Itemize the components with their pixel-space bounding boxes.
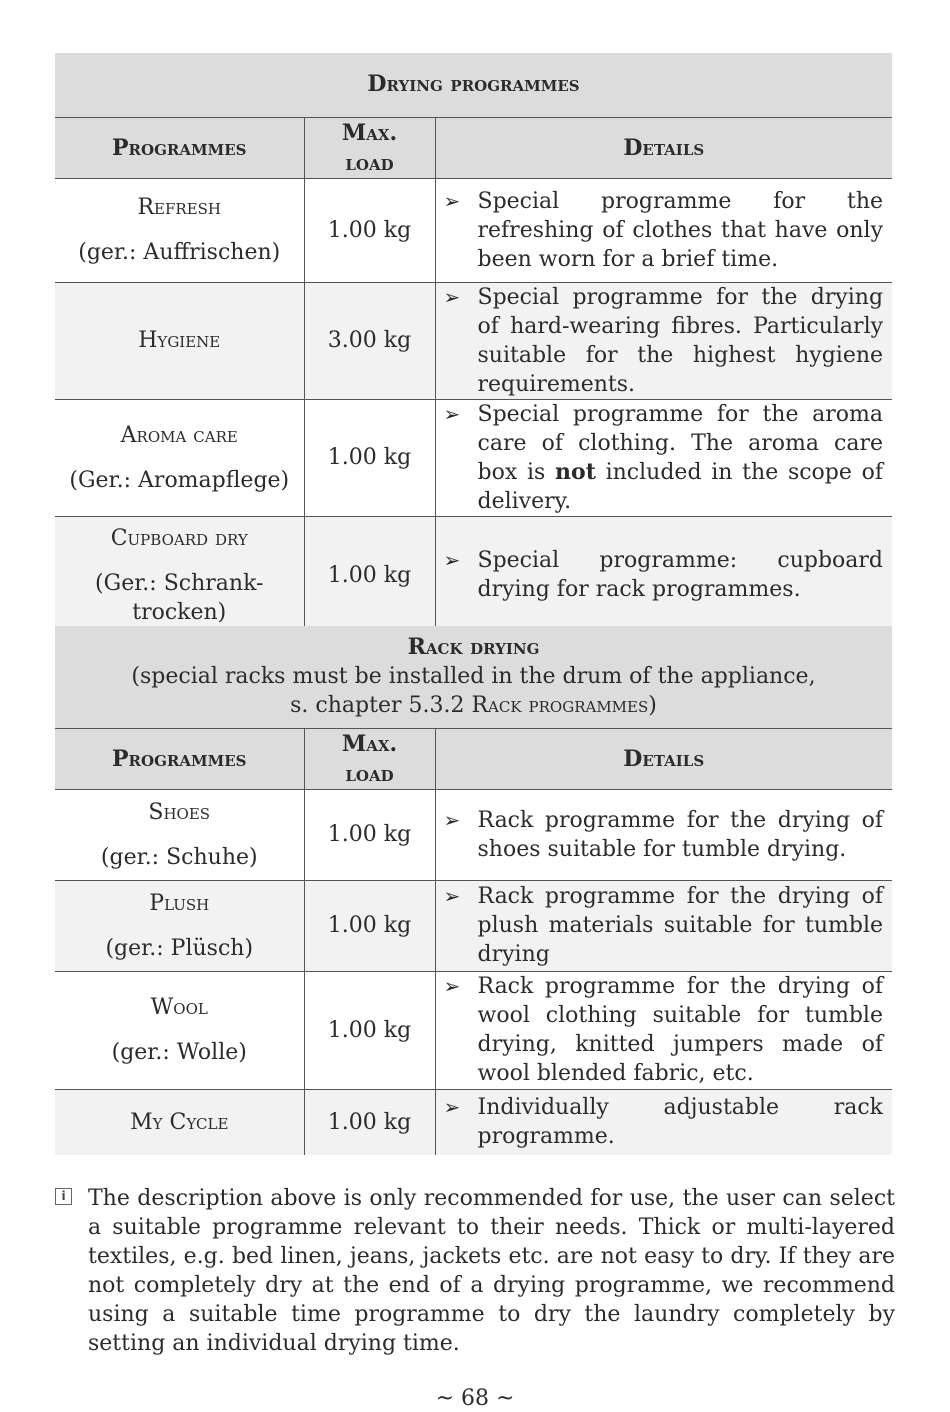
programme-german-name: (ger.: Plüsch): [105, 935, 254, 961]
programme-cell: [55, 178, 304, 282]
programme-cell: [55, 1089, 304, 1155]
arrow-bullet-icon: ➢: [443, 548, 461, 573]
programme-name: Refresh: [137, 195, 222, 220]
programme-name: Hygiene: [138, 328, 221, 353]
column-header-programmes: Programmes: [55, 117, 304, 178]
details-cell: ➢ Special programme for the aroma care of clothing. The aroma care box is not included in the scope of delivery.: [435, 399, 892, 516]
column-header-programmes: Programmes: [55, 728, 304, 789]
table-title: Drying programmes: [55, 53, 892, 117]
max-load-cell: 1.00 kg: [304, 399, 435, 516]
arrow-bullet-icon: ➢: [443, 884, 461, 908]
page-number: ~ 68 ~: [435, 1386, 515, 1411]
details-cell: ➢ Special programme for the drying of hard-wearing fibres. Particularly suitable for the highest hygiene requirements.: [435, 282, 892, 399]
programme-name: Cupboard dry: [110, 525, 248, 551]
table-subtitle: s. chapter 5.3.2 Rack programmes): [290, 693, 657, 719]
arrow-bullet-icon: ➢: [443, 284, 461, 309]
max-load-cell: 1.00 kg: [304, 516, 435, 634]
column-header-details: Details: [435, 117, 892, 178]
programme-cell: [55, 282, 304, 399]
programme-cell: [55, 399, 304, 516]
info-note: [55, 1184, 895, 1358]
table-row: [55, 178, 892, 282]
details-cell: ➢ Rack programme for the drying of plush materials suitable for tumble drying: [435, 880, 892, 971]
details-cell: ➢ Individually adjustable rack programme.: [435, 1089, 892, 1155]
arrow-bullet-icon: ➢: [443, 188, 461, 213]
programme-german-name: (ger.: Schuhe): [100, 844, 258, 870]
max-load-cell: 1.00 kg: [304, 880, 435, 971]
table-row: [55, 1089, 892, 1155]
details-cell: ➢ Special programme: cupboard drying for rack programmes.: [435, 516, 892, 634]
programme-german-name: (ger.: Auffrischen): [78, 240, 281, 265]
info-note-text: The description above is only recommended for use, the user can select a suitable programme relevant to their needs. Thick or multi-layered textiles, e.g. bed linen, jeans, jackets etc. are not easy to dry. If they are not completely dry at the end of a drying programme, we recommend using a suitable time programme to dry the laundry completely by setting an individual drying time.: [88, 1186, 895, 1356]
table-row: [55, 789, 892, 880]
table-title: Rack drying (special racks must be installed in the drum of the appliance, s. chapter 5.3.2 Rack programmes): [55, 626, 892, 728]
max-load-cell: 1.00 kg: [304, 1089, 435, 1155]
programme-german-name: (Ger.: Aromapflege): [69, 467, 290, 493]
drying-programmes-table: [55, 53, 892, 634]
column-header-max-load: Max. load: [304, 728, 435, 789]
table-row: [55, 971, 892, 1089]
arrow-bullet-icon: ➢: [443, 807, 461, 832]
table-row: [55, 399, 892, 516]
column-header-max-load: Max. load: [304, 117, 435, 178]
table-row: [55, 880, 892, 971]
arrow-bullet-icon: ➢: [443, 974, 461, 998]
programme-name: Shoes: [148, 799, 211, 825]
max-load-cell: 1.00 kg: [304, 789, 435, 880]
programme-cell: [55, 516, 304, 634]
programme-cell: [55, 789, 304, 880]
info-icon: i: [55, 1188, 72, 1205]
table-row: [55, 516, 892, 634]
max-load-cell: 1.00 kg: [304, 178, 435, 282]
programme-german-name: (ger.: Wolle): [111, 1040, 247, 1065]
arrow-bullet-icon: ➢: [443, 1095, 461, 1120]
programme-cell: [55, 971, 304, 1089]
details-cell: ➢ Special programme for the refreshing of clothes that have only been worn for a brief time.: [435, 178, 892, 282]
table-subtitle: (special racks must be installed in the drum of the appliance,: [131, 664, 816, 690]
programme-name: My Cycle: [130, 1109, 229, 1135]
programme-cell: [55, 880, 304, 971]
max-load-cell: 3.00 kg: [304, 282, 435, 399]
rack-drying-table: [55, 626, 892, 1155]
programme-name: Aroma care: [120, 422, 238, 448]
column-header-details: Details: [435, 728, 892, 789]
table-row: [55, 282, 892, 399]
arrow-bullet-icon: ➢: [443, 401, 461, 426]
programme-german-name: (Ger.: Schrank-trocken): [95, 570, 264, 625]
details-cell: ➢ Rack programme for the drying of wool clothing suitable for tumble drying, knitted jumpers made of wool blended fabric, etc.: [435, 971, 892, 1089]
programme-name: Plush: [149, 890, 210, 916]
programme-name: Wool: [150, 995, 208, 1020]
details-cell: ➢ Rack programme for the drying of shoes suitable for tumble drying.: [435, 789, 892, 880]
max-load-cell: 1.00 kg: [304, 971, 435, 1089]
